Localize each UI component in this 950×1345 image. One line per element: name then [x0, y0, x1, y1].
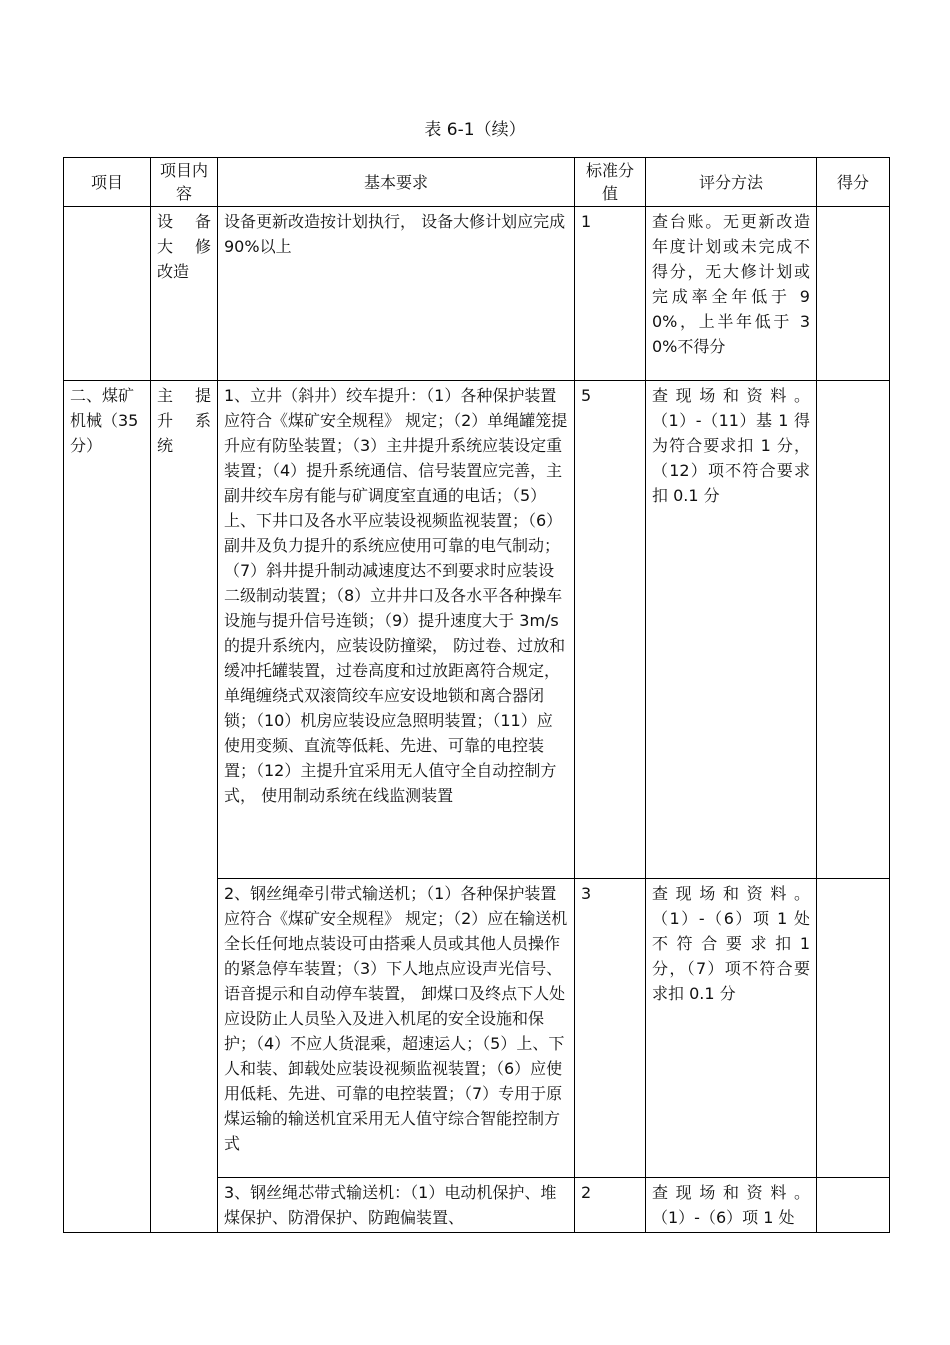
cell-score: 2	[575, 1178, 646, 1233]
cell-content: 主 提 升 系 统	[151, 381, 218, 1233]
header-requirement: 基本要求	[218, 158, 575, 207]
cell-result	[817, 1178, 890, 1233]
header-score: 标准分值	[575, 158, 646, 207]
cell-item: 二、煤矿机械（35分）	[64, 381, 151, 1233]
cell-method: 查 现 场 和 资 料 。（1）-（6）项 1 处	[646, 1178, 817, 1233]
cell-requirement: 3、钢丝绳芯带式输送机：（1）电动机保护、堆煤保护、防滑保护、防跑偏装置、	[218, 1178, 575, 1233]
cell-method: 查 现 场 和 资 料 。（1）-（11）基 1 得为符合要求扣 1 分，（12）项不符合要求扣 0.1 分	[646, 381, 817, 879]
header-item: 项目	[64, 158, 151, 207]
table-row	[64, 381, 890, 879]
cell-score: 1	[575, 207, 646, 381]
header-method: 评分方法	[646, 158, 817, 207]
cell-item	[64, 207, 151, 381]
scoring-table	[63, 157, 890, 1233]
cell-result	[817, 207, 890, 381]
cell-score: 5	[575, 381, 646, 879]
cell-method: 查 现 场 和 资 料 。（1）-（6）项 1 处 不 符 合 要 求 扣 1 分，（7）项不符合要求扣 0.1 分	[646, 879, 817, 1178]
header-content: 项目内容	[151, 158, 218, 207]
cell-requirement: 2、钢丝绳牵引带式输送机；（1）各种保护装置应符合《煤矿安全规程》 规定；（2）应在输送机全长任何地点装设可由搭乘人员或其他人员操作的紧急停车装置；（3）下人地点应设声光信号、语音提示和自动停车装置， 卸煤口及终点下人处应设防止人员坠入及进入机尾的安全设施和保护；（4）不应人货混乘，超速运人；（5）上、下人和装、卸载处应装设视频监视装置；（6）应使用低耗、先进、可靠的电控装置；（7）专用于原煤运输的输送机宜采用无人值守综合智能控制方式	[218, 879, 575, 1178]
cell-score: 3	[575, 879, 646, 1178]
cell-requirement: 1、立井（斜井）绞车提升：（1）各种保护装置应符合《煤矿安全规程》 规定；（2）单绳罐笼提升应有防坠装置；（3）主井提升系统应装设定重装置；（4）提升系统通信、信号装置应完善，主副井绞车房有能与矿调度室直通的电话；（5）上、下井口及各水平应装设视频监视装置；（6）副井及负力提升的系统应使用可靠的电气制动；（7）斜井提升制动减速度达不到要求时应装设二级制动装置；（8）立井井口及各水平各种操车设施与提升信号连锁；（9）提升速度大于 3m/s 的提升系统内，应装设防撞梁， 防过卷、过放和缓冲托罐装置，过卷高度和过放距离符合规定，单绳缠绕式双滚筒绞车应安设地锁和离合器闭锁；（10）机房应装设应急照明装置；（11）应使用变频、直流等低耗、先进、可靠的电控装置；（12）主提升宜采用无人值守全自动控制方式， 使用制动系统在线监测装置	[218, 381, 575, 879]
header-result: 得分	[817, 158, 890, 207]
cell-method: 查台账。无更新改造年度计划或未完成不得分，无大修计划或完成率全年低于 90%，上半年低于 30%不得分	[646, 207, 817, 381]
table-row	[64, 207, 890, 381]
cell-requirement: 设备更新改造按计划执行， 设备大修计划应完成 90%以上	[218, 207, 575, 381]
cell-result	[817, 381, 890, 879]
header-row	[64, 158, 890, 207]
table-caption: 表 6-1（续）	[424, 120, 526, 140]
cell-result	[817, 879, 890, 1178]
cell-content: 设 备 大 修 改造	[151, 207, 218, 381]
